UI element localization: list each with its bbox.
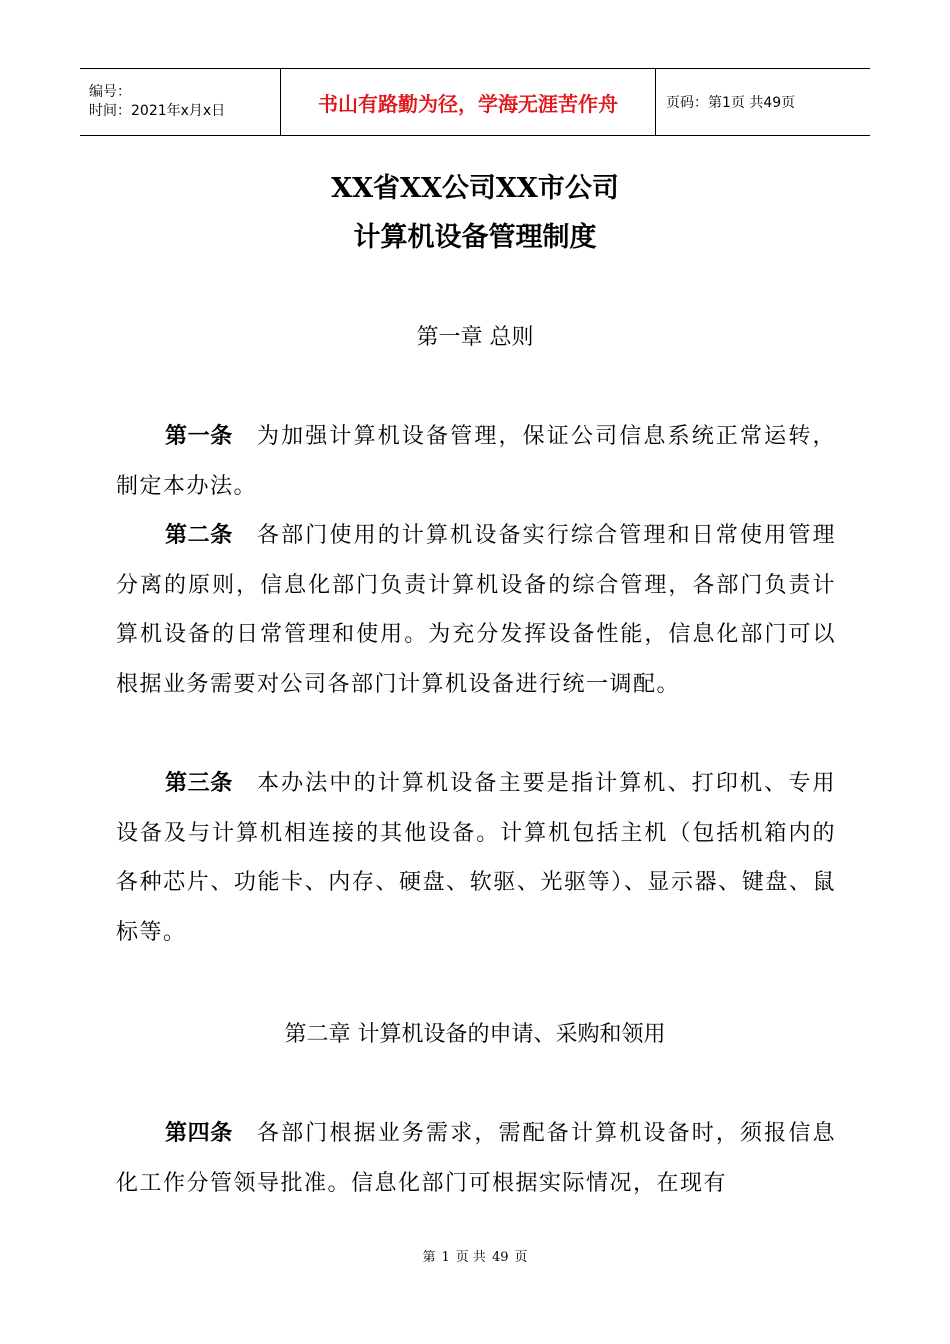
article-3 xyxy=(116,759,836,957)
chapter-heading-2: 第二章 计算机设备的申请、采购和领用 xyxy=(284,1022,666,1047)
article-lead: 第四条 xyxy=(165,1121,233,1146)
page-footer xyxy=(0,1246,950,1265)
code-label: 编号： xyxy=(89,84,131,100)
page-info: 页码：第1页 共49页 xyxy=(666,95,796,111)
header-page-info-cell xyxy=(656,69,870,135)
document-title-line1: XX省XX公司XX市公司 xyxy=(331,173,619,204)
article-1 xyxy=(116,412,836,511)
article-body: 各部门使用的计算机设备实行综合管理和日常使用管理分离的原则，信息化部门负责计算机设备的综合管理，各部门负责计算机设备的日常管理和使用。为充分发挥设备性能，信息化部门可以根据业务需要对公司各部门计算机设备进行统一调配。 xyxy=(116,523,836,697)
motto-text: 书山有路勤为径，学海无涯苦作舟 xyxy=(318,91,618,116)
footer-mid: 页 共 xyxy=(455,1250,486,1265)
article-4 xyxy=(116,1109,836,1208)
article-body: 各部门根据业务需求，需配备计算机设备时，须报信息化工作分管领导批准。信息化部门可根据实际情况，在现有 xyxy=(116,1121,836,1196)
article-2 xyxy=(116,511,836,709)
header-motto-cell xyxy=(281,69,656,135)
article-lead: 第一条 xyxy=(165,424,233,449)
footer-suffix: 页 xyxy=(514,1250,528,1265)
article-lead: 第三条 xyxy=(165,771,233,796)
document-title-line2: 计算机设备管理制度 xyxy=(353,222,597,253)
date-label: 时间：2021年x月x日 xyxy=(89,103,226,119)
article-body: 本办法中的计算机设备主要是指计算机、打印机、专用设备及与计算机相连接的其他设备。计算机包括主机（包括机箱内的各种芯片、功能卡、内存、硬盘、软驱、光驱等）、显示器、键盘、鼠标等。 xyxy=(116,771,836,945)
article-lead: 第二条 xyxy=(165,523,233,548)
footer-prefix: 第 xyxy=(422,1250,436,1265)
document-header xyxy=(80,68,870,136)
footer-page-number: 1 xyxy=(441,1250,450,1265)
article-body: 为加强计算机设备管理，保证公司信息系统正常运转，制定本办法。 xyxy=(116,424,836,499)
footer-total-pages: 49 xyxy=(491,1250,509,1265)
header-meta xyxy=(80,69,281,135)
chapter-heading-1: 第一章 总则 xyxy=(416,325,534,350)
